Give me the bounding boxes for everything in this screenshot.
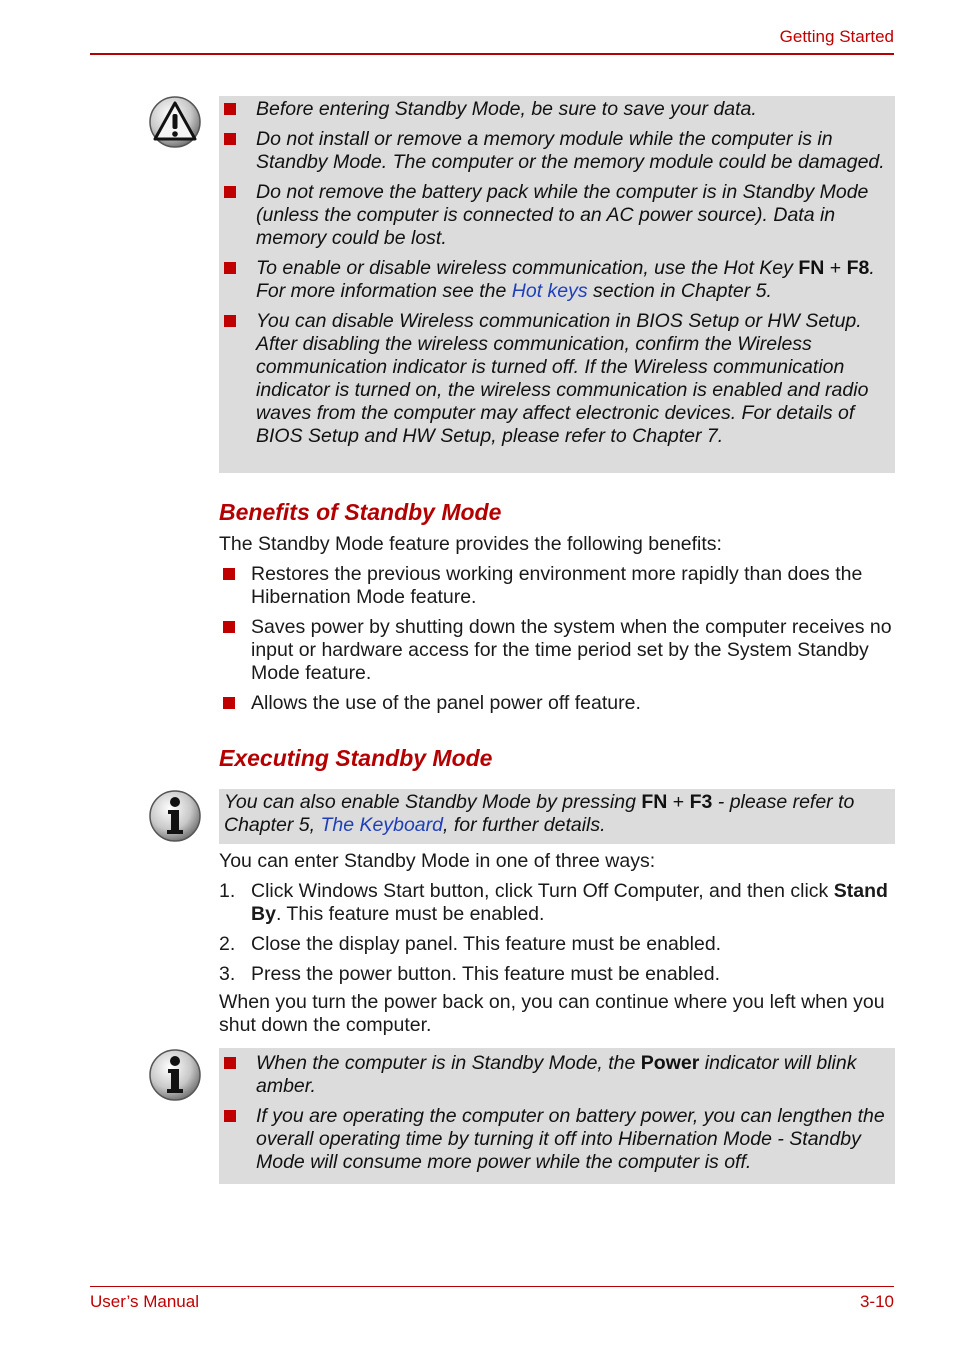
warning-triangle-icon — [148, 95, 202, 149]
page-number: 3-10 — [859, 1292, 894, 1311]
list-item: 1. Click Windows Start button, click Turn Off Computer, and then click Stand By. This feature must be enabled. — [219, 880, 888, 925]
list-item: Saves power by shutting down the system when the computer receives no input or hardware access for the time period set by the System Standby Mode feature. — [219, 616, 895, 685]
steps-list — [219, 880, 895, 993]
list-item: Restores the previous working environment more rapidly than does the Hibernation Mode feature. — [219, 563, 895, 609]
hot-keys-link[interactable]: Hot keys — [511, 280, 588, 302]
caution-item: Before entering Standby Mode, be sure to save your data. — [219, 98, 887, 121]
bullet-square-icon — [224, 103, 236, 115]
power-indicator-label: Power — [640, 1052, 700, 1074]
caution-item: To enable or disable wireless communication, use the Hot Key FN + F8. For more information see the Hot keys section in Chapter 5. — [219, 257, 887, 303]
info-box — [219, 1048, 895, 1184]
list-item: 3. Press the power button. This feature must be enabled. — [219, 963, 720, 985]
info-item: If you are operating the computer on battery power, you can lengthen the overall operating time by turning it off into Hibernation Mode - Standby Mode will consume more power while the computer is off. — [219, 1105, 887, 1174]
caution-item: Do not install or remove a memory module while the computer is in Standby Mode. The computer or the memory module could be damaged. — [219, 128, 887, 174]
header-rule — [90, 53, 894, 55]
info-i-icon — [148, 1048, 202, 1102]
list-item: Allows the use of the panel power off feature. — [219, 692, 895, 715]
bullet-square-icon — [224, 1110, 236, 1122]
key-f8: F8 — [846, 257, 870, 279]
info-i-icon — [148, 789, 202, 843]
key-f3: F3 — [689, 791, 713, 813]
footer-title: User’s Manual — [90, 1292, 199, 1311]
bullet-square-icon — [223, 697, 235, 709]
bullet-square-icon — [223, 621, 235, 633]
footer-rule — [90, 1286, 894, 1287]
bullet-square-icon — [224, 133, 236, 145]
bullet-square-icon — [224, 262, 236, 274]
caution-item: You can disable Wireless communication in BIOS Setup or HW Setup. After disabling the wireless communication, confirm the Wireless communication indicator is turned off. If the Wireless communication indicator is turned on, the wireless communication is enabled and radio waves from the computer may affect electronic devices. For details of BIOS Setup and HW Setup, please refer to Chapter 7. — [219, 310, 887, 448]
running-header: Getting Started — [779, 27, 894, 46]
benefits-intro: The Standby Mode feature provides the following benefits: — [219, 533, 722, 555]
the-keyboard-link[interactable]: The Keyboard — [320, 814, 443, 836]
benefits-list — [219, 563, 895, 722]
caution-box — [219, 96, 895, 473]
bullet-square-icon — [224, 186, 236, 198]
executing-intro: You can enter Standby Mode in one of three ways: — [219, 850, 656, 872]
key-fn: FN — [798, 257, 825, 279]
info-item: When the computer is in Standby Mode, the Power indicator will blink amber. — [219, 1052, 887, 1098]
caution-item: Do not remove the battery pack while the computer is in Standby Mode (unless the computer is connected to an AC power source). Data in memory could be lost. — [219, 181, 887, 250]
info-note-box: You can also enable Standby Mode by pressing FN + F3 - please refer to Chapter 5, The Keyboard, for further details. — [219, 789, 895, 844]
key-fn: FN — [641, 791, 668, 813]
bullet-square-icon — [224, 315, 236, 327]
bullet-square-icon — [223, 568, 235, 580]
list-item: 2. Close the display panel. This feature must be enabled. — [219, 933, 722, 955]
section-heading: Executing Standby Mode — [219, 745, 493, 771]
bullet-square-icon — [224, 1057, 236, 1069]
section-heading: Benefits of Standby Mode — [219, 499, 502, 525]
executing-outro: When you turn the power back on, you can continue where you left when you shut down the computer. — [219, 991, 885, 1036]
